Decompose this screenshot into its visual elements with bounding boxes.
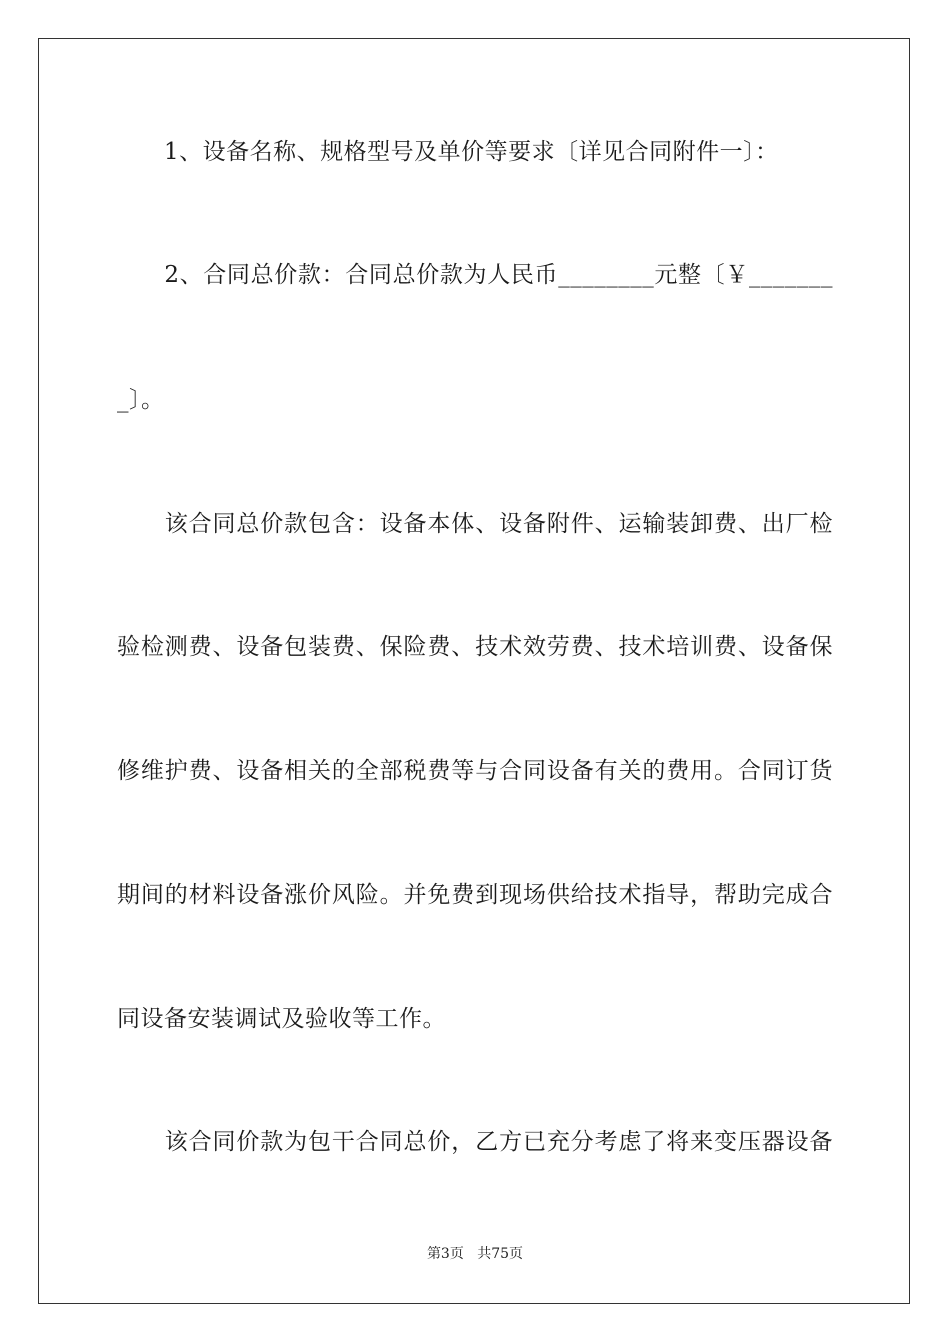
paragraph-line-2: 2、合同总价款：合同总价款为人民币________元整〔￥_______ — [117, 262, 833, 288]
paragraph-line-7: 期间的材料设备涨价风险。并免费到现场供给技术指导，帮助完成合 — [117, 882, 833, 908]
paragraph-line-3: _〕。 — [117, 387, 165, 413]
paragraph-line-9: 该合同价款为包干合同总价，乙方已充分考虑了将来变压器设备 — [117, 1129, 833, 1155]
total-pages: 共75页 — [477, 1246, 524, 1262]
page-border — [38, 38, 910, 1304]
paragraph-line-8: 同设备安装调试及验收等工作。 — [117, 1006, 446, 1032]
paragraph-line-4: 该合同总价款包含：设备本体、设备附件、运输装卸费、出厂检 — [117, 511, 833, 537]
paragraph-line-6: 修维护费、设备相关的全部税费等与合同设备有关的费用。合同订货 — [117, 758, 833, 784]
paragraph-line-5: 验检测费、设备包装费、保险费、技术效劳费、技术培训费、设备保 — [117, 634, 833, 660]
page-footer — [0, 1245, 950, 1263]
paragraph-line-1: 1、设备名称、规格型号及单价等要求〔详见合同附件一〕： — [117, 139, 779, 165]
page-number: 第3页 — [426, 1246, 464, 1262]
